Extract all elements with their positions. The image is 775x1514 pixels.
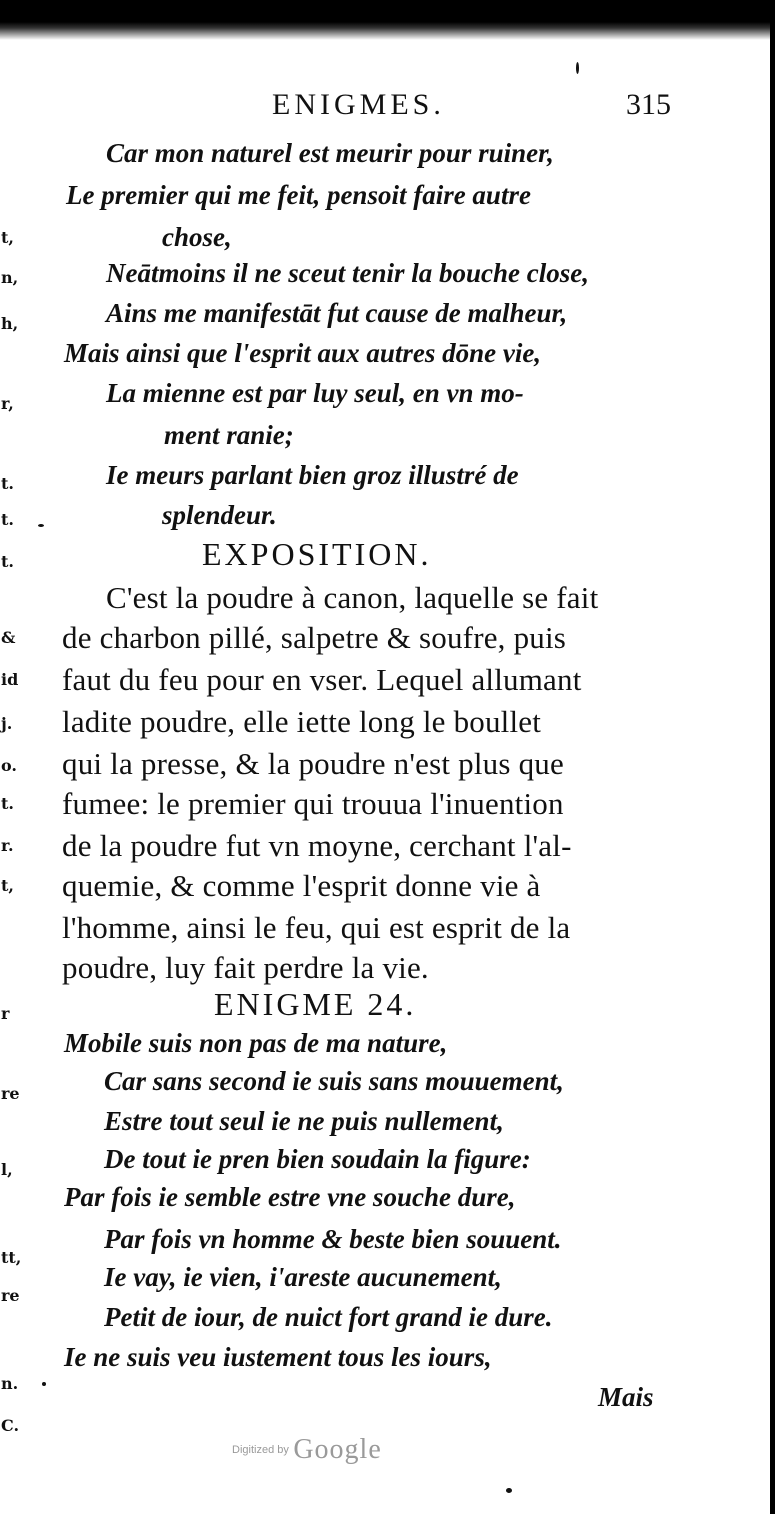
margin-mark: n, [1, 268, 19, 287]
exposition-line: ladite poudre, elle iette long le boullet [62, 704, 542, 739]
margin-mark: j. [1, 714, 13, 733]
google-logo: Google [293, 1434, 382, 1465]
enigme-line: Estre tout seul ie ne puis nullement, [104, 1106, 504, 1136]
margin-mark: r [1, 1004, 10, 1023]
poem-line: La mienne est par luy seul, en vn mo- [106, 378, 524, 408]
enigme-line: Car sans second ie suis sans mouuement, [104, 1066, 564, 1096]
margin-mark: & [1, 628, 16, 647]
enigme-line: Ie vay, ie vien, i'areste aucunement, [104, 1262, 502, 1292]
page-header [260, 88, 700, 132]
page-right-edge [770, 0, 775, 1514]
margin-mark: r. [1, 836, 14, 855]
poem-line: Ains me manifestāt fut cause de malheur, [106, 298, 568, 328]
catchword: Mais [598, 1382, 654, 1412]
exposition-line: fumee: le premier qui trouua l'inuention [62, 786, 564, 821]
page-top-shadow [0, 0, 775, 40]
poem-line: Car mon naturel est meurir pour ruiner, [106, 138, 554, 168]
poem-line: Le premier qui me feit, pensoit faire autre [66, 180, 531, 210]
poem-line: chose, [162, 222, 232, 252]
poem-line: ment ranie; [164, 420, 294, 450]
margin-mark: t. [1, 552, 14, 571]
scan-speck [506, 1488, 512, 1493]
enigme-line: Mobile suis non pas de ma nature, [64, 1028, 448, 1058]
margin-mark: C. [1, 1416, 20, 1435]
digitization-watermark [232, 1434, 382, 1466]
scan-speck [42, 1382, 46, 1386]
exposition-line: de la poudre fut vn moyne, cerchant l'al- [62, 828, 572, 863]
left-margin-bleed [0, 0, 22, 1514]
poem-line: splendeur. [162, 500, 277, 530]
running-head: ENIGMES. [272, 88, 445, 121]
margin-mark: h, [1, 314, 19, 333]
margin-mark: n. [1, 1374, 19, 1393]
enigme-line: Ie ne suis veu iustement tous les iours, [64, 1342, 492, 1372]
poem-line: Mais ainsi que l'esprit aux autres dōne vie, [64, 338, 542, 368]
margin-mark: r, [1, 394, 14, 413]
exposition-line: quemie, & comme l'esprit donne vie à [62, 868, 541, 903]
exposition-line: l'homme, ainsi le feu, qui est esprit de la [62, 910, 571, 945]
enigme-line: De tout ie pren bien soudain la figure: [104, 1144, 531, 1174]
enigme-title: ENIGME 24. [214, 986, 417, 1022]
exposition-title: EXPOSITION. [202, 536, 432, 572]
margin-mark: t. [1, 794, 14, 813]
enigme-line: Petit de iour, de nuict fort grand ie dure. [104, 1302, 553, 1332]
enigme-line: Par fois ie semble estre vne souche dure, [64, 1182, 516, 1212]
poem-line: Ie meurs parlant bien groz illustré de [106, 460, 519, 490]
enigme-line: Par fois vn homme & beste bien souuent. [104, 1224, 562, 1254]
margin-mark: re [1, 1084, 20, 1103]
exposition-line: faut du feu pour en vser. Lequel allumant [62, 662, 582, 697]
page-number: 315 [626, 88, 671, 121]
poem-line: Neātmoins il ne sceut tenir la bouche close, [106, 258, 589, 288]
margin-mark: tt, [1, 1248, 22, 1267]
margin-mark: id [1, 670, 19, 689]
margin-mark: re [1, 1286, 20, 1305]
margin-mark: t, [1, 876, 14, 895]
scan-speck [576, 62, 579, 74]
margin-mark: t. [1, 474, 14, 493]
scan-speck [38, 524, 44, 527]
exposition-line: C'est la poudre à canon, laquelle se fait [106, 580, 599, 615]
margin-mark: l, [1, 1160, 13, 1179]
exposition-line: poudre, luy fait perdre la vie. [62, 950, 429, 985]
margin-mark: o. [1, 756, 17, 775]
margin-mark: t, [1, 228, 14, 247]
margin-mark: t. [1, 510, 14, 529]
exposition-line: de charbon pillé, salpetre & soufre, puis [62, 620, 567, 655]
exposition-line: qui la presse, & la poudre n'est plus que [62, 746, 564, 781]
watermark-prefix: Digitized by [232, 1444, 289, 1456]
